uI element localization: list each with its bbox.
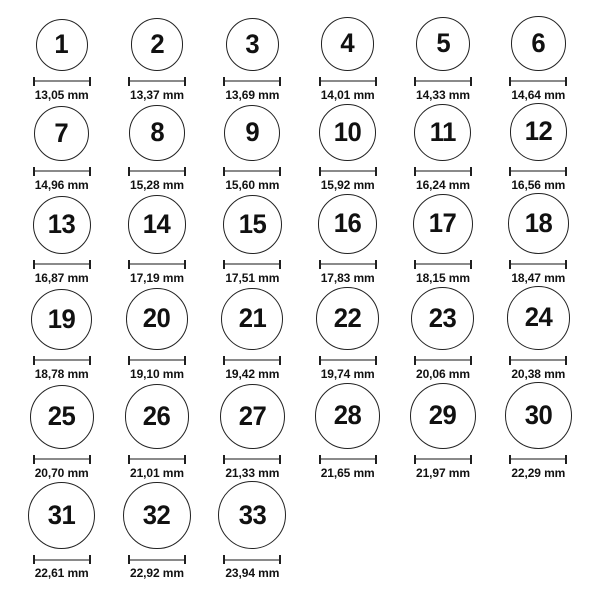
ring-size-item [205, 382, 300, 480]
ring-size-item [14, 286, 109, 381]
ring-size-item [205, 193, 300, 285]
ring-size-circle [223, 195, 282, 254]
ring-size-number: 1 [54, 29, 69, 59]
ring-size-number: 33 [238, 499, 267, 530]
ring-size-circle [131, 18, 184, 71]
size-row [14, 193, 586, 285]
diameter-measure-line [223, 356, 281, 365]
diameter-label: 20,38 mm [511, 366, 566, 381]
size-row [14, 286, 586, 381]
diameter-label: 21,97 mm [416, 465, 470, 480]
ring-size-item [300, 16, 395, 102]
ring-size-number: 27 [238, 400, 267, 431]
diameter-label: 19,10 mm [130, 366, 184, 381]
ring-size-number: 9 [245, 117, 260, 147]
ring-size-circle [220, 384, 285, 449]
ring-size-circle [318, 194, 378, 254]
ring-size-item [109, 193, 204, 285]
ring-size-number: 2 [150, 28, 164, 59]
ring-size-circle [224, 105, 280, 161]
ring-size-number: 7 [54, 117, 69, 148]
ring-size-circle [414, 104, 471, 161]
ring-size-item [491, 382, 586, 480]
diameter-measure-line [223, 77, 281, 86]
ring-size-number: 31 [47, 500, 76, 530]
ring-size-number: 4 [340, 28, 355, 59]
ring-size-circle [129, 105, 185, 161]
diameter-label: 18,78 mm [34, 366, 89, 381]
ring-size-circle [123, 482, 191, 550]
diameter-measure-line [223, 555, 281, 564]
ring-size-circle [125, 384, 190, 449]
size-row [14, 16, 586, 102]
ring-size-number: 12 [524, 116, 553, 147]
ring-size-item [395, 193, 490, 285]
diameter-measure-line [128, 260, 186, 269]
diameter-measure-line [319, 356, 377, 365]
ring-size-number: 17 [429, 208, 457, 238]
ring-size-circle [33, 196, 91, 254]
diameter-label: 15,28 mm [130, 177, 184, 192]
ring-size-circle [28, 482, 95, 549]
diameter-measure-line [414, 455, 472, 464]
ring-size-circle [416, 17, 470, 71]
ring-size-circle [316, 287, 379, 350]
ring-size-circle [321, 17, 375, 71]
size-row [14, 103, 586, 192]
ring-size-item [205, 103, 300, 192]
diameter-label: 13,05 mm [34, 87, 89, 102]
ring-size-circle [31, 289, 92, 350]
diameter-measure-line [509, 455, 567, 464]
diameter-label: 18,15 mm [416, 270, 470, 285]
ring-size-item [14, 382, 109, 480]
diameter-measure-line [414, 356, 472, 365]
diameter-measure-line [319, 167, 377, 176]
diameter-measure-line [128, 167, 186, 176]
ring-size-circle [315, 383, 381, 449]
ring-size-number: 21 [238, 303, 267, 333]
diameter-measure-line [509, 167, 567, 176]
diameter-measure-line [33, 167, 91, 176]
diameter-label: 22,92 mm [130, 566, 184, 580]
size-row [14, 382, 586, 480]
diameter-measure-line [33, 356, 91, 365]
diameter-label: 15,60 mm [225, 177, 280, 192]
ring-size-number: 32 [143, 499, 171, 530]
ring-size-circle [508, 193, 569, 254]
ring-size-number: 16 [333, 208, 362, 239]
diameter-label: 13,69 mm [225, 87, 280, 102]
diameter-label: 19,74 mm [320, 366, 375, 381]
diameter-measure-line [319, 455, 377, 464]
diameter-measure-line [414, 167, 472, 176]
ring-size-circle [36, 19, 88, 71]
ring-size-number: 10 [333, 116, 362, 147]
ring-size-number: 24 [524, 302, 553, 333]
ring-size-number: 28 [333, 400, 362, 431]
size-row [14, 481, 586, 580]
diameter-measure-line [33, 555, 91, 564]
diameter-measure-line [509, 260, 567, 269]
ring-size-circle [319, 104, 376, 161]
diameter-label: 23,94 mm [225, 566, 280, 580]
ring-size-circle [511, 16, 566, 71]
ring-size-number: 19 [47, 303, 76, 334]
ring-size-number: 5 [436, 28, 450, 58]
diameter-label: 17,51 mm [225, 270, 280, 285]
diameter-label: 17,19 mm [130, 270, 184, 285]
diameter-label: 21,33 mm [225, 465, 280, 480]
diameter-measure-line [33, 260, 91, 269]
ring-size-item [491, 103, 586, 192]
diameter-measure-line [128, 356, 186, 365]
diameter-measure-line [128, 455, 186, 464]
ring-size-number: 30 [524, 399, 553, 430]
ring-size-item [491, 286, 586, 381]
diameter-label: 19,42 mm [225, 366, 280, 381]
ring-size-item [205, 481, 300, 580]
ring-size-item [205, 286, 300, 381]
ring-size-number: 20 [143, 303, 171, 334]
ring-size-number: 8 [150, 117, 164, 148]
ring-size-circle [34, 106, 89, 161]
diameter-label: 13,37 mm [130, 87, 184, 102]
ring-size-item [491, 193, 586, 285]
diameter-label: 16,87 mm [34, 270, 89, 285]
ring-size-item [14, 193, 109, 285]
ring-size-circle [30, 385, 94, 449]
diameter-label: 22,61 mm [34, 566, 89, 580]
ring-size-item [14, 481, 109, 580]
ring-size-item [14, 103, 109, 192]
diameter-measure-line [509, 356, 567, 365]
diameter-measure-line [414, 260, 472, 269]
ring-size-item [395, 16, 490, 102]
ring-size-item [109, 286, 204, 381]
diameter-measure-line [33, 455, 91, 464]
diameter-label: 15,92 mm [320, 177, 375, 192]
ring-size-circle [221, 288, 283, 350]
ring-size-number: 25 [47, 401, 76, 431]
ring-size-item [300, 286, 395, 381]
diameter-measure-line [414, 77, 472, 86]
ring-size-number: 13 [47, 209, 76, 239]
ring-size-item [109, 382, 204, 480]
ring-size-item [395, 103, 490, 192]
diameter-measure-line [223, 260, 281, 269]
ring-size-number: 18 [524, 207, 553, 238]
ring-size-circle [128, 195, 187, 254]
ring-size-item [395, 382, 490, 480]
ring-size-circle [413, 194, 473, 254]
diameter-label: 14,01 mm [320, 87, 375, 102]
diameter-measure-line [223, 167, 281, 176]
ring-size-item [205, 16, 300, 102]
ring-size-circle [218, 481, 286, 549]
diameter-label: 16,24 mm [416, 177, 470, 192]
ring-size-number: 26 [143, 400, 171, 431]
ring-size-item [300, 193, 395, 285]
ring-size-item [300, 382, 395, 480]
diameter-measure-line [33, 77, 91, 86]
ring-size-item [14, 16, 109, 102]
diameter-label: 17,83 mm [320, 270, 375, 285]
ring-size-item [395, 286, 490, 381]
ring-size-circle [510, 103, 568, 161]
diameter-measure-line [509, 77, 567, 86]
diameter-measure-line [319, 260, 377, 269]
ring-size-circle [507, 286, 571, 350]
diameter-measure-line [128, 77, 186, 86]
ring-size-number: 14 [143, 208, 171, 239]
diameter-label: 20,06 mm [416, 366, 470, 381]
ring-size-number: 11 [429, 116, 457, 147]
ring-size-number: 22 [333, 302, 362, 333]
ring-size-number: 6 [531, 27, 546, 58]
diameter-label: 14,64 mm [511, 87, 566, 102]
ring-size-number: 3 [245, 28, 260, 59]
ring-size-circle [410, 383, 476, 449]
ring-size-item [109, 103, 204, 192]
diameter-label: 21,01 mm [130, 465, 184, 480]
ring-size-item [491, 16, 586, 102]
ring-size-item [109, 16, 204, 102]
diameter-label: 18,47 mm [511, 270, 566, 285]
diameter-label: 21,65 mm [320, 465, 375, 480]
ring-size-number: 29 [429, 400, 457, 430]
diameter-label: 20,70 mm [34, 465, 89, 480]
diameter-measure-line [223, 455, 281, 464]
ring-size-number: 15 [238, 208, 267, 239]
ring-size-item [109, 481, 204, 580]
ring-size-circle [505, 382, 572, 449]
diameter-label: 14,96 mm [34, 177, 89, 192]
diameter-measure-line [319, 77, 377, 86]
ring-size-number: 23 [429, 302, 457, 333]
diameter-label: 14,33 mm [416, 87, 470, 102]
diameter-measure-line [128, 555, 186, 564]
ring-size-circle [126, 288, 188, 350]
ring-size-circle [226, 18, 279, 71]
ring-size-circle [411, 287, 474, 350]
diameter-label: 16,56 mm [511, 177, 566, 192]
diameter-label: 22,29 mm [511, 465, 566, 480]
ring-size-item [300, 103, 395, 192]
